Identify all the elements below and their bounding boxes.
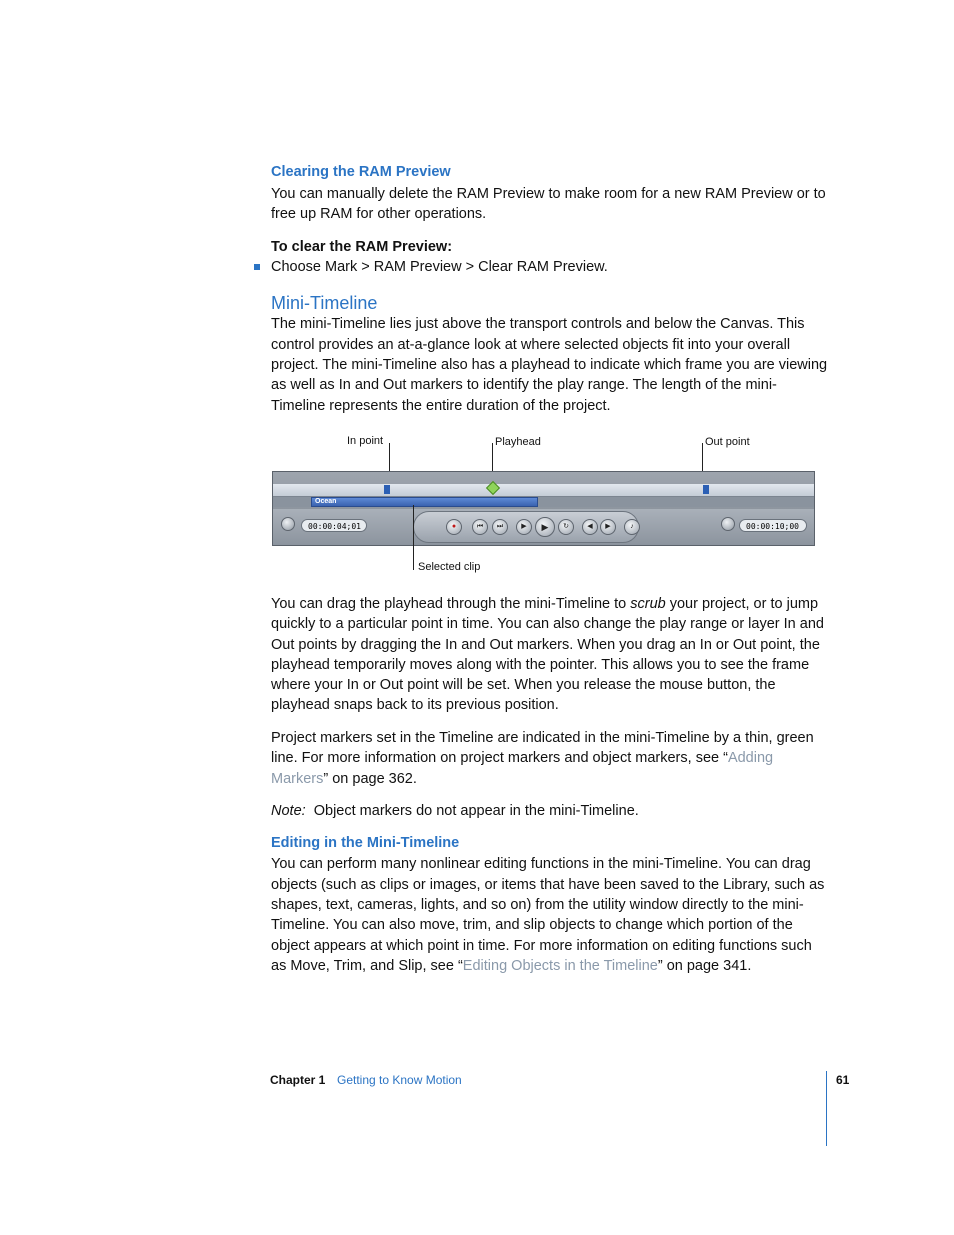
- adding-markers-link-cont[interactable]: Markers: [271, 771, 324, 787]
- loop-button[interactable]: ↻: [558, 519, 574, 535]
- drag-paragraph-line: playhead temporarily moves along with the pointer. This allows you to see the frame: [271, 657, 810, 673]
- editing-paragraph-line: You can perform many nonlinear editing functions in the mini-Timeline. You can drag: [271, 856, 811, 872]
- task-heading: To clear the RAM Preview:: [271, 239, 453, 255]
- callout-out-point: Out point: [705, 436, 750, 448]
- drag-paragraph-line: playhead snaps back to its previous position.: [271, 697, 559, 713]
- markers-paragraph-line: line. For more information on project markers and object markers, see “Adding: [271, 750, 774, 766]
- markers-paragraph-line: Markers” on page 362.: [271, 771, 417, 787]
- out-marker-icon[interactable]: [703, 485, 709, 494]
- footer-divider: [826, 1071, 827, 1146]
- mini-timeline-line: The mini-Timeline lies just above the transport controls and below the Canvas. This: [271, 316, 805, 332]
- play-button[interactable]: ▶: [535, 517, 555, 537]
- go-to-start-button[interactable]: ⏮: [472, 519, 488, 535]
- paragraph-clearing-line2: free up RAM for other operations.: [271, 206, 487, 222]
- editing-paragraph-line: object appears at which point in time. For more information on editing functions such: [271, 938, 812, 954]
- mini-timeline-line: Timeline represents the entire duration of the project.: [271, 398, 611, 414]
- editing-paragraph-line: Timeline. You can also move, trim, and slip objects to change which portion of the: [271, 917, 793, 933]
- bullet-square-icon: [254, 264, 260, 270]
- markers-paragraph-line: Project markers set in the Timeline are indicated in the mini-Timeline by a thin, green: [271, 730, 814, 746]
- footer-chapter-title: Getting to Know Motion: [337, 1073, 462, 1087]
- in-marker-icon[interactable]: [384, 485, 390, 494]
- footer-chapter-label: Chapter 1: [270, 1073, 326, 1087]
- record-button[interactable]: ●: [446, 519, 462, 535]
- previous-frame-button[interactable]: ▶: [516, 519, 532, 535]
- audio-button[interactable]: ♪: [624, 519, 640, 535]
- note-label: Note:: [271, 803, 306, 819]
- editing-objects-link[interactable]: Editing Objects in the Timeline: [462, 958, 658, 974]
- callout-line-selected-clip: [413, 505, 414, 570]
- page-number: 61: [836, 1073, 850, 1087]
- adding-markers-link[interactable]: Adding: [727, 750, 774, 766]
- drag-paragraph-line: quickly to a particular point in time. You can also change the play range or layer In and: [271, 616, 824, 632]
- mini-timeline-line: as well as In and Out markers to identify the play range. The length of the mini-: [271, 377, 777, 393]
- bullet-step-text: Choose Mark > RAM Preview > Clear RAM Preview.: [271, 259, 608, 275]
- paragraph-clearing-line1: You can manually delete the RAM Preview to make room for a new RAM Preview or to: [271, 186, 826, 202]
- current-timecode-field[interactable]: 00:00:04;01: [301, 519, 367, 532]
- section-heading-mini-timeline: Mini-Timeline: [271, 293, 378, 313]
- note: Note: Object markers do not appear in the mini-Timeline.: [271, 803, 639, 819]
- mini-timeline-line: control provides an at-a-glance look at where selected objects fit into your overall: [271, 337, 791, 353]
- drag-paragraph-line: where your In or Out point will be set. When you release the mouse button, the: [271, 677, 776, 693]
- current-time-jog-icon[interactable]: [281, 517, 295, 531]
- callout-in-point: In point: [347, 435, 384, 447]
- editing-paragraph-line: as Move, Trim, and Slip, see “Editing Objects in the Timeline” on page 341.: [271, 958, 752, 974]
- section-heading-editing-mini-timeline: Editing in the Mini-Timeline: [271, 835, 460, 851]
- callout-selected-clip: Selected clip: [418, 561, 481, 573]
- drag-paragraph-line: Out points by dragging the In and Out markers. When you drag an In or Out point, the: [271, 637, 820, 653]
- transport-controls: [273, 509, 814, 545]
- duration-timecode-field[interactable]: 00:00:10;00: [739, 519, 807, 532]
- drag-paragraph-line: You can drag the playhead through the mini-Timeline to scrub your project, or to jump: [271, 596, 819, 612]
- editing-paragraph-line: objects (such as clips or images, or items that have been saved to the Library, such as: [271, 877, 825, 893]
- mini-timeline-ruler[interactable]: [273, 484, 814, 497]
- transport-bar: [272, 471, 815, 546]
- fast-forward-button[interactable]: ▶: [600, 519, 616, 535]
- transport-button-pod: [413, 511, 639, 543]
- duration-jog-icon[interactable]: [721, 517, 735, 531]
- mini-timeline-line: project. The mini-Timeline also has a playhead to indicate which frame you are viewing: [271, 357, 828, 373]
- go-to-end-button[interactable]: ⏭: [492, 519, 508, 535]
- section-heading-clearing-ram-preview: Clearing the RAM Preview: [271, 164, 451, 180]
- editing-paragraph-line: shapes, text, cameras, lights, and so on) from the utility window directly to the mini-: [271, 897, 804, 913]
- rewind-button[interactable]: ◀: [582, 519, 598, 535]
- selected-clip-bar[interactable]: Ocean: [311, 497, 538, 507]
- callout-playhead: Playhead: [495, 436, 541, 448]
